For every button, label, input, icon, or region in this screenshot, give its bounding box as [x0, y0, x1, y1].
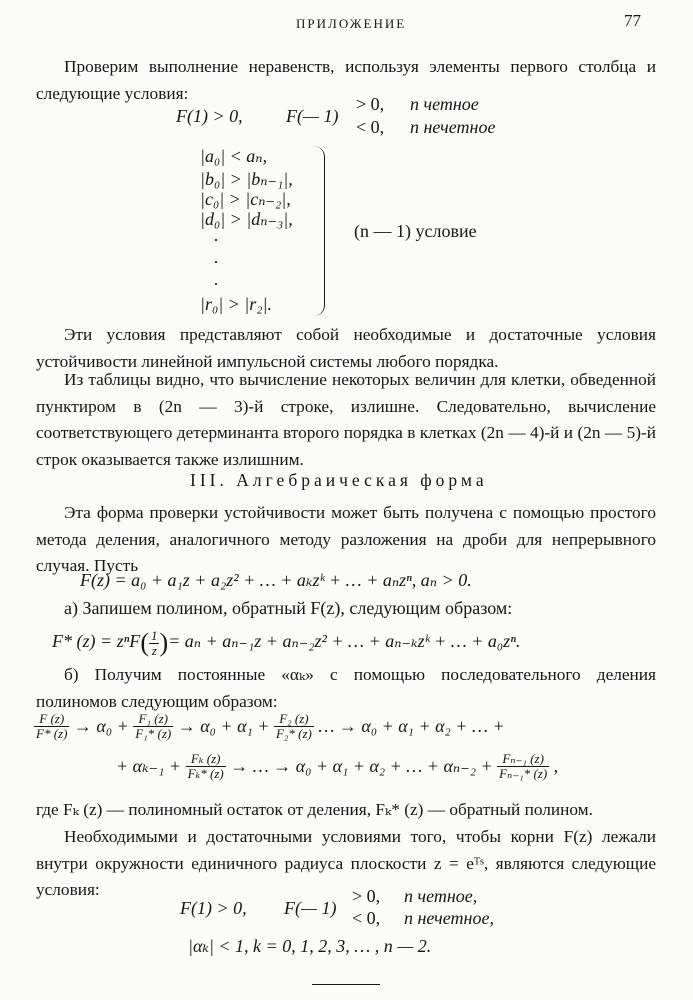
division-line-1: $\frac{F (z)}{F* (z)}$ → α₀ + $\frac{\text{F₁ (z)}}{\text{F₁* (z)}}$ → α₀ + α₁ + $\frac{\text{F₂ (z)}}{\text{F₂* (z)}}$ … → α₀ + α₁ + α₂ + … +: [36, 711, 505, 741]
paragraph-algebraic-intro: Эта форма проверки устойчивости может быть получена с помощью простого метода деления, аналогичного методу разложения на дроби для непрерывного случая. Пусть: [36, 503, 656, 575]
ineq-row-b: |b₀| > |bₙ₋₁|,: [200, 169, 293, 189]
cond1-lower: < 0,: [356, 117, 385, 137]
fraction-fk: $\frac{\text{Fₖ (z)}}{\text{Fₖ* (z)}}$: [187, 751, 224, 781]
fraction-f-over-fstar: $\frac{F (z)}{F* (z)}$: [36, 711, 68, 741]
fraction-f2: $\frac{\text{F₂ (z)}}{\text{F₂* (z)}}$: [275, 711, 312, 741]
ineq-row-r: |r₀| > |r₂|.: [200, 294, 272, 314]
page-number: 77: [624, 11, 641, 30]
cond1-f-minus-one: F(— 1): [286, 106, 339, 126]
eq2-lhs: F* (z) = zⁿF: [52, 631, 141, 652]
cond2-lower-note: n нечетное,: [404, 908, 494, 928]
cond1-upper: > 0,: [356, 94, 385, 114]
cond2-lower: < 0,: [352, 908, 381, 928]
curly-brace: [314, 146, 325, 316]
paragraph-table-note: Из таблицы видно, что вычисление некоторых величин для клетки, обведенной пунктиром в (2n — 3)-й строке, излишне. Следовательно, вычисление соответствующего детерминанта второго порядка в клетках (2n — 4)-й и (2n — 5)-й строк оказывается также излишним.: [36, 370, 656, 469]
ineq-dot: ·: [213, 252, 219, 272]
ineq-row-d: |d₀| > |dₙ₋₃|,: [200, 209, 293, 229]
inverse-polynomial-equation: F* (z) = zⁿF( $\frac{1}{z}$ )= aₙ + aₙ₋₁z + aₙ₋₂z² + … + aₙ₋ₖzᵏ + … + a₀zⁿ.: [52, 627, 521, 658]
ineq-row-c: |c₀| > |cₙ₋₂|,: [200, 189, 291, 209]
eq2-fraction: $\frac{1}{z}$: [150, 627, 158, 658]
step-b-text: б) Получим постоянные «αₖ» с помощью последовательного деления полиномов следующим образом:: [36, 665, 656, 711]
intro-paragraph: Проверим выполнение неравенств, используя элементы первого столбца и следующие условия:: [36, 57, 656, 103]
fraction-fn-1: $\frac{\text{Fₙ₋₁ (z)}}{\text{Fₙ₋₁* (z)}}$: [499, 751, 548, 781]
cond2-f-one: F(1) > 0,: [180, 898, 247, 918]
ineq-dot: ·: [213, 230, 219, 250]
fraction-f1: $\frac{\text{F₁ (z)}}{\text{F₁* (z)}}$: [135, 711, 172, 741]
ineq-row-a: |a₀| < aₙ,: [200, 146, 268, 166]
cond1-lower-note: n нечетное: [410, 117, 496, 137]
condition-count-label: (n — 1) условие: [354, 221, 477, 241]
cond2-upper-note: n четное,: [404, 886, 478, 906]
ineq-dot: ·: [213, 274, 219, 294]
alpha-condition: |αₖ| < 1, k = 0, 1, 2, 3, … , n — 2.: [188, 936, 432, 956]
cond2-f-minus-one: F(— 1): [284, 898, 337, 918]
polynomial-equation: F(z) = a₀ + a₁z + a₂z² + … + aₖzᵏ + … + aₙzⁿ, aₙ > 0.: [80, 570, 472, 590]
division-line-2: + αₖ₋₁ + $\frac{\text{Fₖ (z)}}{\text{Fₖ* (z)}}$ → … → α₀ + α₁ + α₂ + … + αₙ₋₂ + $\frac{\text{Fₙ₋₁ (z)}}{\text{Fₙ₋₁* (z)}}$ ,: [116, 751, 559, 781]
remainder-definition: где Fₖ (z) — полиномный остаток от деления, Fₖ* (z) — обратный полином.: [36, 800, 593, 819]
cond1-upper-note: n четное: [410, 94, 479, 114]
section-title: III. Алгебраическая форма: [190, 470, 488, 490]
cond2-upper: > 0,: [352, 886, 381, 906]
closing-rule: [312, 984, 380, 985]
step-a-text: а) Запишем полином, обратный F(z), следующим образом:: [64, 598, 513, 618]
running-header: ПРИЛОЖЕНИЕ: [296, 16, 407, 31]
paragraph-stability-conditions: Необходимыми и достаточными условиями того, чтобы корни F(z) лежали внутри окружности единичного радиуса плоскости z = eᵀˢ, являются следующие условия:: [36, 827, 656, 899]
paragraph-necessary-conditions: Эти условия представляют собой необходимые и достаточные условия устойчивости линейной импульсной системы любого порядка.: [36, 325, 656, 371]
cond1-f-one: F(1) > 0,: [176, 106, 243, 126]
eq2-rhs: = aₙ + aₙ₋₁z + aₙ₋₂z² + … + aₙ₋ₖzᵏ + … + a₀zⁿ.: [168, 631, 521, 652]
